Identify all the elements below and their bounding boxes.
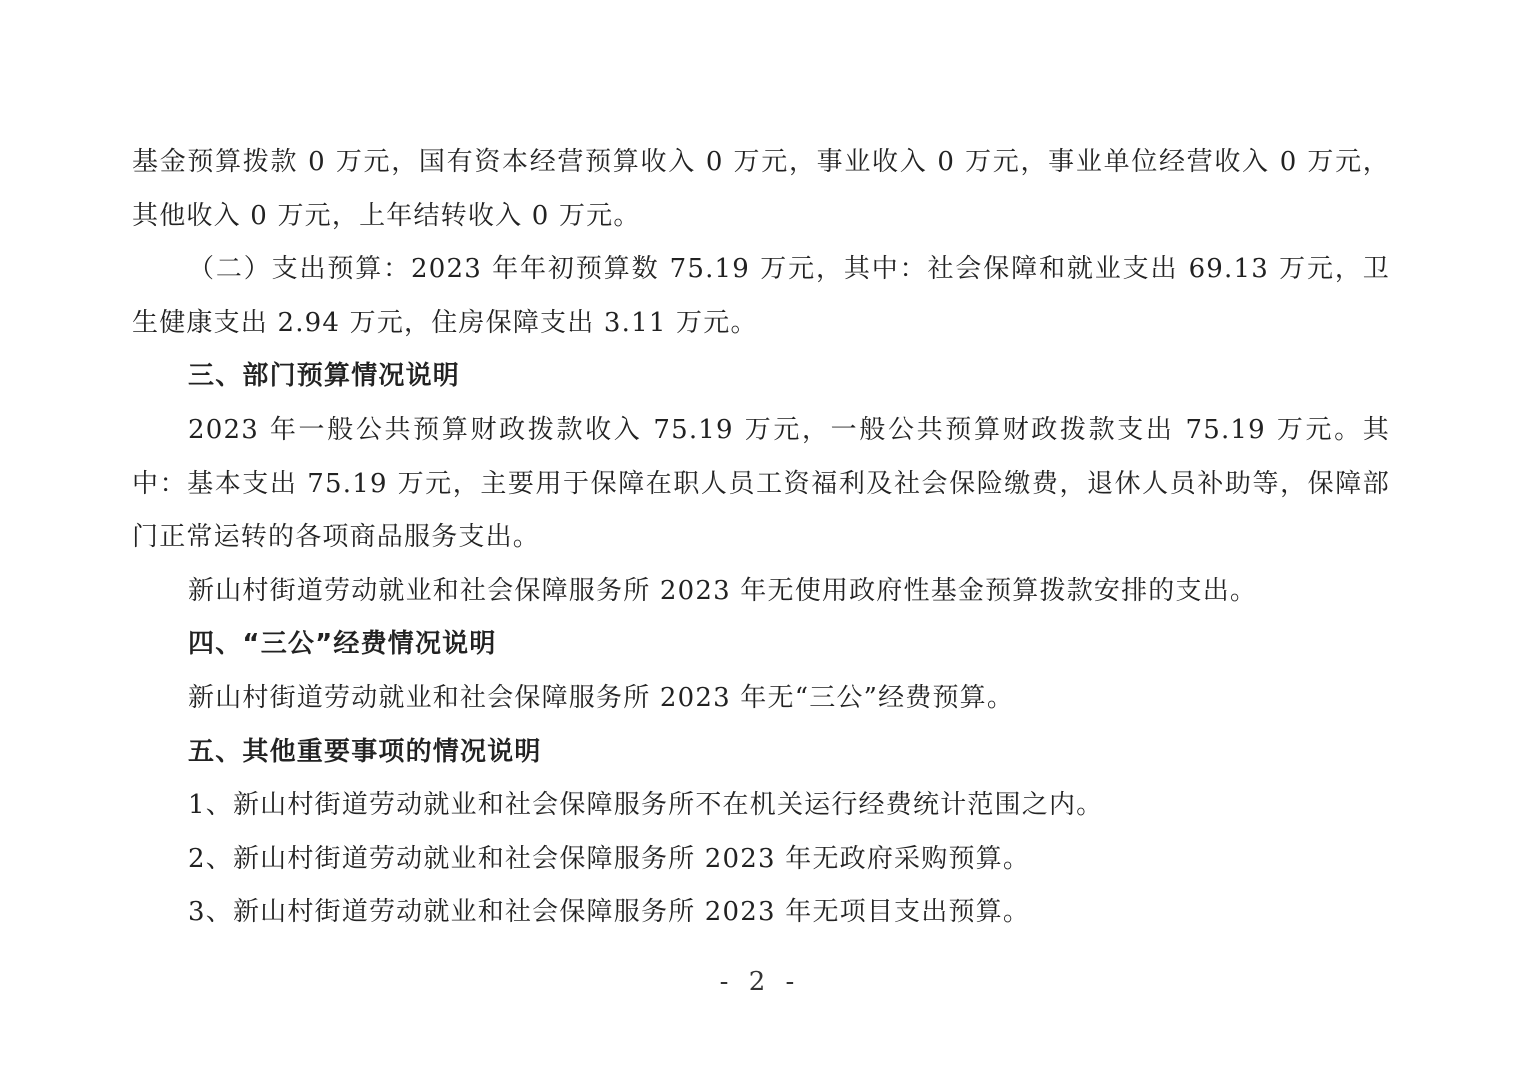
paragraph-fund-income: 基金预算拨款 0 万元，国有资本经营预算收入 0 万元，事业收入 0 万元，事业单位经营收入 0 万元，其他收入 0 万元，上年结转收入 0 万元。 [132,147,1390,231]
list-item-procurement: 2、新山村街道劳动就业和社会保障服务所 2023 年无政府采购预算。 [188,843,1031,874]
section-heading-department-budget: 三、部门预算情况说明 [188,361,461,392]
section-heading-other-matters: 五、其他重要事项的情况说明 [188,736,542,767]
document-body [132,136,1390,940]
paragraph-general-budget: 2023 年一般公共预算财政拨款收入 75.19 万元，一般公共预算财政拨款支出 75.19 万元。其中：基本支出 75.19 万元，主要用于保障在职人员工资福利及社会保险缴费，退休人员补助等，保障部门正常运转的各项商品服务支出。 [132,414,1390,553]
paragraph-expenditure-budget: （二）支出预算：2023 年年初预算数 75.19 万元，其中：社会保障和就业支出 69.13 万元，卫生健康支出 2.94 万元，住房保障支出 3.11 万元。 [132,254,1390,338]
list-item-project-expenditure: 3、新山村街道劳动就业和社会保障服务所 2023 年无项目支出预算。 [188,897,1031,928]
page-number: - 2 - [719,967,801,997]
section-heading-three-public: 四、“三公”经费情况说明 [188,629,497,660]
paragraph-government-fund: 新山村街道劳动就业和社会保障服务所 2023 年无使用政府性基金预算拨款安排的支出。 [188,575,1258,606]
list-item-operating-expenses: 1、新山村街道劳动就业和社会保障服务所不在机关运行经费统计范围之内。 [188,790,1104,821]
paragraph-three-public-budget: 新山村街道劳动就业和社会保障服务所 2023 年无“三公”经费预算。 [188,682,1015,713]
